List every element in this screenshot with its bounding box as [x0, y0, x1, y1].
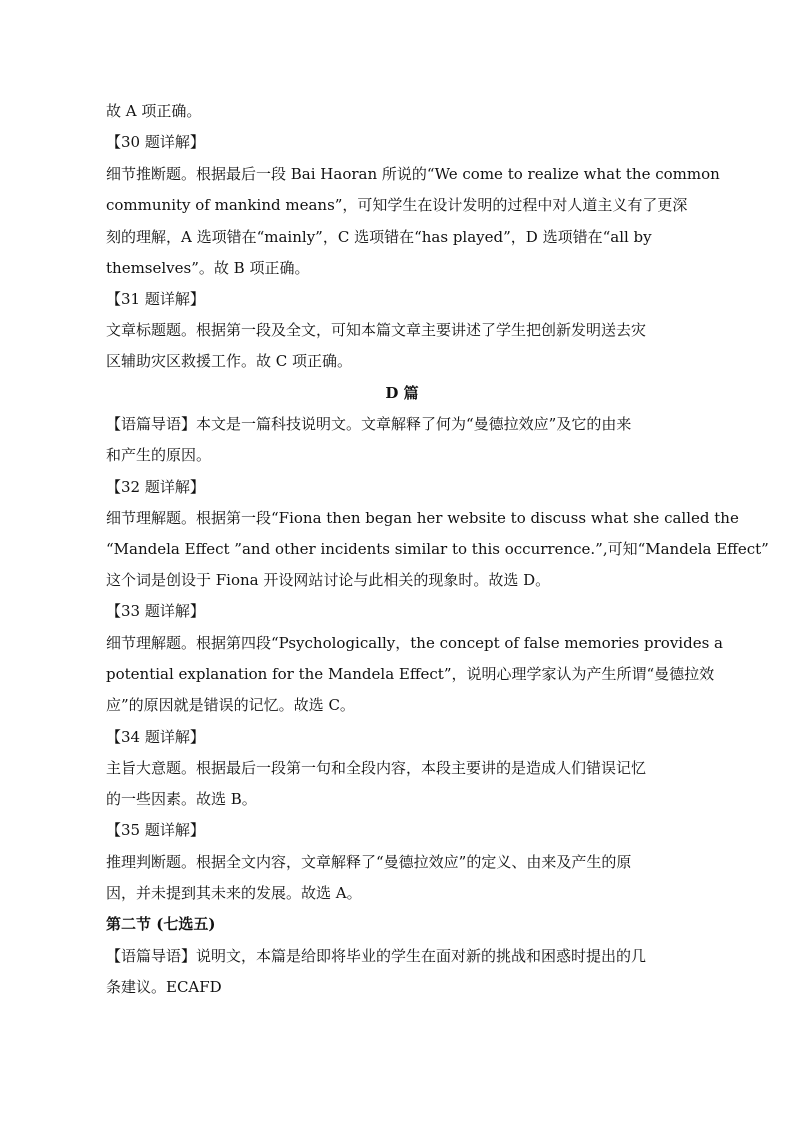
question-30-explanation-line-4: themselves”。故 B 项正确。: [106, 259, 310, 277]
question-30-explanation-line-2: community of mankind means”，可知学生在设计发明的过程中对人道主义有了更深: [106, 196, 688, 214]
question-32-heading: 【32 题详解】: [106, 478, 205, 496]
question-32-explanation-line-1: 细节理解题。根据第一段“Fiona then began her website to discuss what she called the: [106, 509, 739, 527]
question-31-heading: 【31 题详解】: [106, 290, 205, 308]
question-32-explanation-line-2: “Mandela Effect ”and other incidents similar to this occurrence.”,可知“Mandela Effect”: [106, 540, 769, 558]
question-31-explanation-line-1: 文章标题题。根据第一段及全文，可知本篇文章主要讲述了学生把创新发明送去灾: [106, 321, 647, 339]
section-d-title: D 篇: [385, 384, 419, 402]
question-35-heading: 【35 题详解】: [106, 821, 205, 839]
question-34-explanation-line-2: 的一些因素。故选 B。: [106, 790, 257, 808]
question-33-explanation-line-1: 细节理解题。根据第四段“Psychologically，the concept of false memories provides a: [106, 634, 723, 652]
question-30-explanation-line-3: 刻的理解，A 选项错在“mainly”，C 选项错在“has played”，D 选项错在“all by: [106, 228, 652, 246]
passage-d-intro-line-1: 【语篇导语】本文是一篇科技说明文。文章解释了何为“曼德拉效应”及它的由来: [106, 415, 632, 433]
part-two-intro-line-1: 【语篇导语】说明文，本篇是给即将毕业的学生在面对新的挑战和困惑时提出的几: [106, 947, 647, 965]
question-30-heading: 【30 题详解】: [106, 133, 205, 151]
question-35-explanation-line-2: 因，并未提到其未来的发展。故选 A。: [106, 884, 362, 902]
passage-d-intro-line-2: 和产生的原因。: [106, 446, 212, 464]
answer-conclusion-29: 故 A 项正确。: [106, 102, 202, 120]
question-34-heading: 【34 题详解】: [106, 728, 205, 746]
question-31-explanation-line-2: 区辅助灾区救援工作。故 C 项正确。: [106, 352, 353, 370]
question-33-explanation-line-2: potential explanation for the Mandela Effect”，说明心理学家认为产生所谓“曼德拉效: [106, 665, 715, 683]
part-two-title: 第二节 (七选五): [106, 915, 216, 933]
question-33-explanation-line-3: 应”的原因就是错误的记忆。故选 C。: [106, 696, 355, 714]
question-35-explanation-line-1: 推理判断题。根据全文内容，文章解释了“曼德拉效应”的定义、由来及产生的原: [106, 853, 632, 871]
part-two-intro-line-2: 条建议。ECAFD: [106, 978, 222, 996]
question-32-explanation-line-3: 这个词是创设于 Fiona 开设网站讨论与此相关的现象时。故选 D。: [106, 571, 551, 589]
question-34-explanation-line-1: 主旨大意题。根据最后一段第一句和全段内容，本段主要讲的是造成人们错误记忆: [106, 759, 647, 777]
question-30-explanation-line-1: 细节推断题。根据最后一段 Bai Haoran 所说的“We come to realize what the common: [106, 165, 720, 183]
question-33-heading: 【33 题详解】: [106, 602, 205, 620]
